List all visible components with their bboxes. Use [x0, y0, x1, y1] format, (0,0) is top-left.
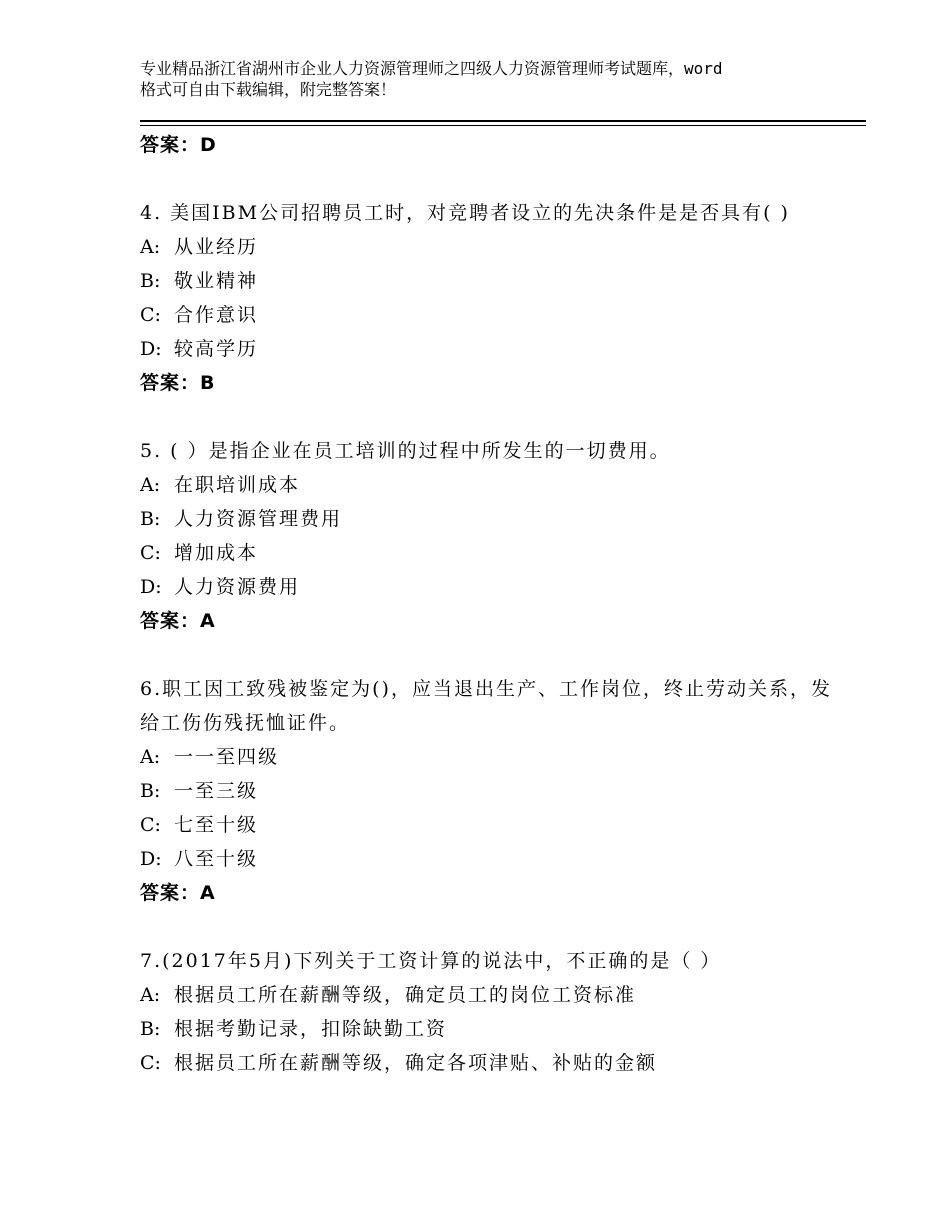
- question-text: 4. 美国IBM公司招聘员工时，对竞聘者设立的先决条件是是否具有( ): [140, 202, 790, 224]
- option-text: 从业经历: [174, 236, 259, 258]
- option-key: C:: [140, 542, 161, 564]
- question-block: [140, 672, 840, 910]
- option-c: [140, 1046, 840, 1080]
- question-list: [140, 128, 840, 1080]
- option-key: C:: [140, 1052, 161, 1074]
- option-a: [140, 978, 840, 1012]
- option-text: 七至十级: [174, 814, 259, 836]
- option-text: 合作意识: [174, 304, 259, 326]
- option-d: [140, 570, 840, 604]
- option-text: 根据员工所在薪酬等级，确定员工的岗位工资标准: [174, 984, 637, 1006]
- page-header: [140, 58, 840, 100]
- option-key: D:: [140, 338, 162, 360]
- option-key: B:: [140, 1018, 161, 1040]
- option-b: [140, 502, 840, 536]
- option-c: [140, 536, 840, 570]
- option-key: A:: [140, 236, 161, 258]
- option-text: 人力资源管理费用: [174, 508, 343, 530]
- option-key: D:: [140, 576, 162, 598]
- option-a: [140, 468, 840, 502]
- option-text: 一至三级: [174, 780, 259, 802]
- option-text: 在职培训成本: [174, 474, 301, 496]
- option-text: 人力资源费用: [174, 576, 301, 598]
- question-text: 5. ( ）是指企业在员工培训的过程中所发生的一切费用。: [140, 440, 671, 462]
- spacer: [140, 910, 840, 944]
- option-d: [140, 842, 840, 876]
- option-text: 根据考勤记录，扣除缺勤工资: [174, 1018, 448, 1040]
- header-divider-thin: [140, 125, 866, 126]
- previous-answer: 答案：D: [140, 134, 217, 156]
- option-key: B:: [140, 270, 161, 292]
- option-a: [140, 230, 840, 264]
- option-key: A:: [140, 746, 161, 768]
- option-text: 八至十级: [174, 848, 259, 870]
- question-block: [140, 434, 840, 638]
- answer-line: 答案：A: [140, 882, 216, 904]
- answer-line: 答案：A: [140, 610, 216, 632]
- spacer: [140, 638, 840, 672]
- option-text: 增加成本: [174, 542, 259, 564]
- option-a: [140, 740, 840, 774]
- answer-line: 答案：B: [140, 372, 216, 394]
- option-text: 敬业精神: [174, 270, 259, 292]
- option-key: B:: [140, 780, 161, 802]
- option-c: [140, 298, 840, 332]
- option-key: C:: [140, 814, 161, 836]
- option-c: [140, 808, 840, 842]
- option-text: 一一至四级: [174, 746, 280, 768]
- question-text: 7.(2017年5月)下列关于工资计算的说法中，不正确的是（ ）: [140, 950, 722, 972]
- spacer: [140, 162, 840, 196]
- option-key: A:: [140, 474, 161, 496]
- option-b: [140, 774, 840, 808]
- option-key: C:: [140, 304, 161, 326]
- option-key: D:: [140, 848, 162, 870]
- option-text: 较高学历: [174, 338, 259, 360]
- header-divider-thick: [140, 120, 866, 122]
- option-b: [140, 1012, 840, 1046]
- option-d: [140, 332, 840, 366]
- option-b: [140, 264, 840, 298]
- question-text: 6.职工因工致残被鉴定为()，应当退出生产、工作岗位，终止劳动关系，发给工伤伤残抚恤证件。: [140, 678, 832, 734]
- question-block: [140, 944, 840, 1080]
- question-block: [140, 196, 840, 400]
- option-key: B:: [140, 508, 161, 530]
- spacer: [140, 400, 840, 434]
- option-key: A:: [140, 984, 161, 1006]
- option-text: 根据员工所在薪酬等级，确定各项津贴、补贴的金额: [174, 1052, 658, 1074]
- header-line-2: 格式可自由下载编辑，附完整答案！: [140, 80, 397, 99]
- header-line-1: 专业精品浙江省湖州市企业人力资源管理师之四级人力资源管理师考试题库，word: [140, 59, 723, 78]
